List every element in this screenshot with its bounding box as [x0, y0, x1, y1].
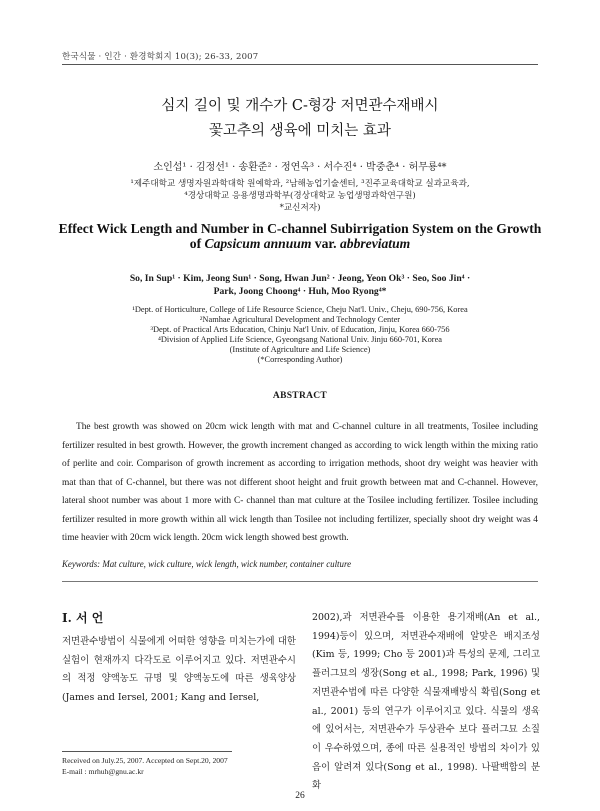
- affiliation-korean-line3: *교신저자): [279, 203, 321, 213]
- title-english-prefix: of: [189, 236, 205, 251]
- footnote-rule: [62, 751, 232, 752]
- footnote-email: E-mail : mrhuh@gnu.ac.kr: [62, 767, 144, 776]
- title-english-species: Capsicum annuum: [204, 236, 312, 251]
- authors-korean: 소인섭¹ · 김정선¹ · 송환준² · 정연옥³ · 서수진⁴ · 박중춘⁴ · 허무룡⁴*: [153, 162, 447, 173]
- footnote-received: Received on July.25, 2007. Accepted on Sept.20, 2007: [62, 756, 228, 765]
- affiliation-english-line6: (*Corresponding Author): [257, 355, 343, 364]
- title-english-cultivar: abbreviatum: [339, 236, 411, 251]
- section-rule: [62, 581, 538, 582]
- intro-right-column: 2002),과 저면관수를 이용한 용기재배(An et al., 1994)등이 있으며, 저면관수재배에 알맞은 배지조성(Kim 등, 1999; Cho 등 2001)과 특성의 문제, 그리고 플러그묘의 생장(Song et al., 1998; Park, 1996) 및 저면관수법에 따른 다양한 식물재배방식 확립(Song et al., 2001) 등의 연구가 이루어지고 있다. 식물의 생육에 있어서는, 저면관수가 두상관수 보다 플러그묘 소질이 우수하였으며, 종에 따른 실용적인 방법의 차이가 있음이 알려져 있다(Song et al., 1998). 나팔백합의 분화: [312, 612, 540, 792]
- abstract-text: The best growth was showed on 20cm wick length with mat and C-channel culture in all treatments, Tosilee including fertilizer resulted in best growth. However, the growth increment changed as according to wick length within the mixing ratio of perlite and coir. Comparison of growth increment as according to irrigation methods, shoot dry weight was heavier with mat than that of C-channel, but there was not different shoot height and fruit growth between mat and C-channel. However, lateral shoot number was about 1 more with C- channel than mat culture at the Tosilee including fertilizer. Tosilee including fertilizer resulted in more growth within all wick length than Tosilee not including fertilizer, specially shoot dry weight was 4 time heavier with 20cm wick length. 20cm wick length showed best growth.: [62, 422, 538, 543]
- title-english-line1: Effect Wick Length and Number in C-channel Subirrigation System on the Growth: [58, 221, 542, 236]
- section-heading-introduction: I. 서 언: [62, 611, 104, 625]
- affiliation-english-line4: ⁴Division of Applied Life Science, Gyeongsang National Univ. Jinju 660-701, Korea: [157, 335, 443, 344]
- header-rule: [62, 64, 538, 65]
- affiliation-korean-line2: ⁴경상대학교 응용생명과학부(경상대학교 농업생명과학연구원): [184, 191, 416, 201]
- intro-left-column: 저면관수방법이 식물에게 어떠한 영향을 미치는가에 대한 실험이 현재까지 다각도로 이루어지고 있다. 저면관수시의 적정 양액농도 규명 및 양액농도에 따른 생육양상(James and Iersel, 2001; Kang and Iersel,: [62, 636, 296, 704]
- abstract-heading: ABSTRACT: [272, 391, 328, 401]
- title-korean-line2: 꽃고추의 생육에 미치는 효과: [209, 123, 391, 139]
- authors-english-line1: So, In Sup¹ · Kim, Jeong Sun¹ · Song, Hwan Jun² · Jeong, Yeon Ok³ · Seo, Soo Jin⁴ ·: [129, 273, 471, 284]
- journal-header: 한국식물 · 인간 · 환경학회지 10(3); 26-33, 2007: [62, 52, 259, 62]
- affiliation-english-line5: (Institute of Agriculture and Life Science): [229, 345, 371, 354]
- title-english-line2: [0, 236, 600, 252]
- keywords: Keywords: Mat culture, wick culture, wick length, wick number, container culture: [62, 559, 352, 569]
- title-korean-line1: 심지 길이 및 개수가 C-형강 저면관수재배시: [161, 98, 439, 114]
- affiliation-english-line3: ³Dept. of Practical Arts Education, Chinju Nat'l Univ. of Education, Jinju, Korea 660-756: [150, 325, 450, 334]
- affiliation-korean-line1: ¹제주대학교 생명자원과학대학 원예학과, ²남해농업기술센터, ³진주교육대학교 실과교육과,: [130, 179, 470, 189]
- authors-english-line2: Park, Joong Choong⁴ · Huh, Moo Ryong⁴*: [213, 286, 387, 297]
- title-english-var: var.: [311, 236, 340, 251]
- page-number: 26: [295, 791, 305, 801]
- affiliation-english-line2: ²Namhae Agricultural Development and Technology Center: [199, 315, 401, 324]
- affiliation-english-line1: ¹Dept. of Horticulture, College of Life Resource Science, Cheju Nat'l. Univ., Cheju, 690-756, Korea: [132, 305, 468, 314]
